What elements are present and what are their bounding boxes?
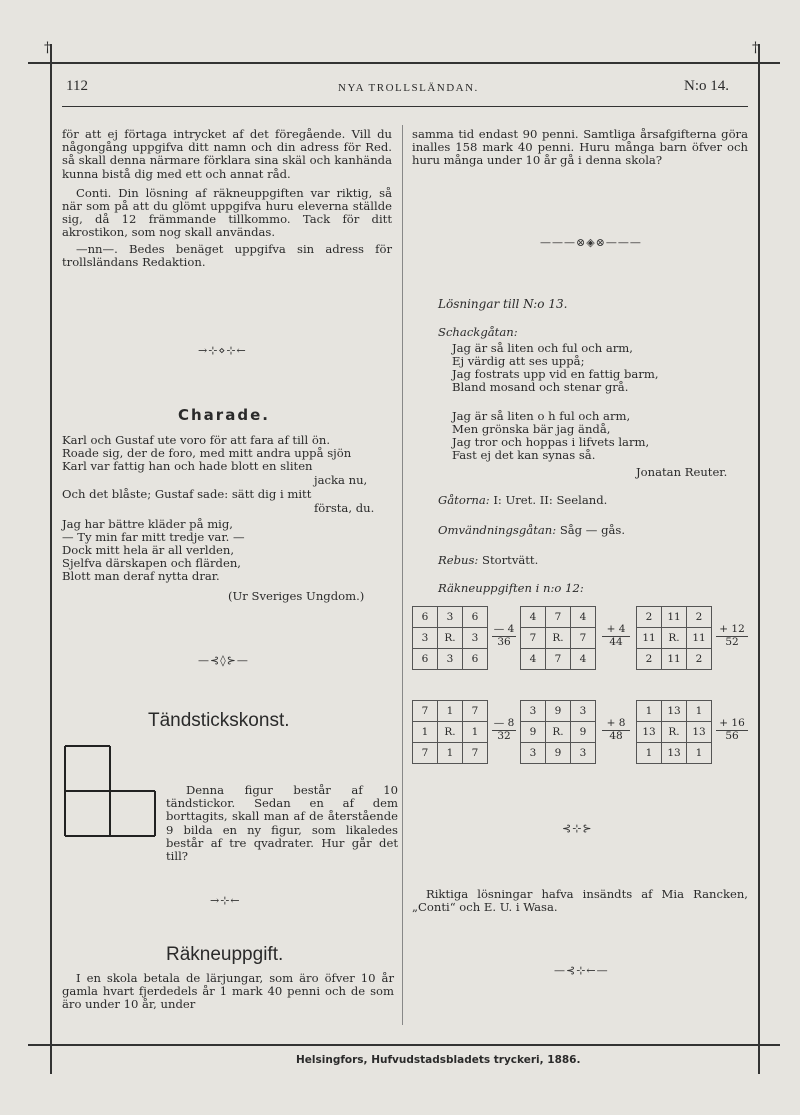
grid-cell: 13 bbox=[662, 701, 687, 722]
op-bottom: 56 bbox=[725, 730, 739, 742]
charade-line: Sjelfva därskapen och flärden, bbox=[62, 556, 241, 570]
journal-title: NYA TROLLSLÄNDAN. bbox=[338, 82, 479, 94]
charade-line: första, du. bbox=[314, 501, 375, 515]
notices-block bbox=[62, 128, 392, 269]
credit-paragraph: Riktiga lösningar hafva insändts af Mia Rancken, „Conti“ och E. U. i Wasa. bbox=[412, 887, 748, 915]
grid-cell: 7 bbox=[413, 701, 438, 722]
crop-mark-icon: † bbox=[752, 40, 759, 56]
grid-cell: 7 bbox=[546, 649, 571, 670]
ornament: →⊹⋄⊹← bbox=[198, 344, 247, 357]
charade-line: Karl var fattig han och hade blott en sliten bbox=[62, 459, 313, 473]
right-frame-rule bbox=[758, 44, 760, 1074]
grid-operation bbox=[602, 624, 630, 648]
magic-square bbox=[520, 606, 596, 670]
op-top: — 4 bbox=[493, 623, 515, 635]
magic-square bbox=[412, 606, 488, 670]
grid-cell: 1 bbox=[637, 743, 662, 764]
charade-title: Charade. bbox=[178, 406, 270, 424]
op-bottom: 36 bbox=[497, 636, 511, 648]
riddles-row bbox=[438, 494, 607, 507]
grid-cell: 1 bbox=[463, 722, 488, 743]
grid-cell: 13 bbox=[662, 743, 687, 764]
grid-cell: 3 bbox=[571, 701, 596, 722]
charade-line: Och det blåste; Gustaf sade: sätt dig i mitt bbox=[62, 487, 312, 501]
grid-cell: R. bbox=[662, 628, 687, 649]
rebus-answer: Stortvätt. bbox=[482, 553, 539, 567]
ornament: ———⊗◈⊗——— bbox=[540, 236, 642, 249]
ornament: ⊰⊹⊱ bbox=[562, 822, 593, 835]
grid-cell: 3 bbox=[438, 607, 463, 628]
op-top: — 8 bbox=[493, 717, 515, 729]
magic-square bbox=[636, 606, 712, 670]
grid-operation bbox=[602, 718, 630, 742]
grid-cell: 2 bbox=[637, 649, 662, 670]
grid-cell: 11 bbox=[662, 649, 687, 670]
notice-paragraph: Conti. Din lösning af räkneuppgiften var riktig, så när som på att du glömt uppgifva huru eleverna ställde sig, då 12 främmande tillkommo. Tack för ditt akrostikon, som nog skall användas. bbox=[62, 185, 392, 240]
grid-cell: 11 bbox=[662, 607, 687, 628]
grid-cell: 11 bbox=[637, 628, 662, 649]
grid-cell: 7 bbox=[463, 701, 488, 722]
grid-cell: 7 bbox=[521, 628, 546, 649]
solutions-title: Lösningar till N:o 13. bbox=[438, 297, 568, 311]
footer-rule bbox=[28, 1044, 780, 1046]
grid-cell: 9 bbox=[546, 701, 571, 722]
grid-cell: 1 bbox=[687, 701, 712, 722]
charade-line: — Ty min far mitt tredje var. — bbox=[62, 530, 245, 544]
op-top: + 16 bbox=[716, 718, 748, 731]
grid-cell: 9 bbox=[546, 743, 571, 764]
grid-cell: 7 bbox=[571, 628, 596, 649]
op-bottom: 48 bbox=[609, 730, 623, 742]
grid-cell: 6 bbox=[463, 607, 488, 628]
grid-operation bbox=[716, 718, 748, 742]
grid-operation bbox=[716, 624, 748, 648]
calc-text-block bbox=[62, 972, 394, 1012]
issue-number: N:o 14. bbox=[684, 78, 729, 94]
credit-block bbox=[412, 888, 748, 914]
grid-cell: 13 bbox=[687, 722, 712, 743]
grid-cell: 6 bbox=[413, 649, 438, 670]
op-bottom: 52 bbox=[725, 636, 739, 648]
poem-line: Bland mosand och stenar grå. bbox=[452, 380, 629, 394]
grid-cell: 1 bbox=[687, 743, 712, 764]
op-bottom: 44 bbox=[609, 636, 623, 648]
grid-cell: 3 bbox=[521, 743, 546, 764]
charade-line: Karl och Gustaf ute voro för att fara af till ön. bbox=[62, 433, 331, 447]
right-intro bbox=[412, 128, 748, 168]
grid-cell: 1 bbox=[413, 722, 438, 743]
calc-paragraph: I en skola betala de lärjungar, som äro öfver 10 år gamla hvart fjerdedels år 1 mark 40 penni och de som äro under 10 år, under bbox=[62, 971, 394, 1012]
poem-line: Ej värdig att ses uppå; bbox=[452, 354, 585, 368]
grid-cell: 4 bbox=[521, 607, 546, 628]
grid-cell: 3 bbox=[463, 628, 488, 649]
top-rule bbox=[28, 62, 780, 64]
op-top: + 12 bbox=[716, 624, 748, 637]
grid-cell: 4 bbox=[521, 649, 546, 670]
anagram-label: Omvändningsgåtan: bbox=[438, 523, 557, 537]
poem-line: Jag fostrats upp vid en fattig barm, bbox=[452, 367, 659, 381]
magic-square bbox=[412, 700, 488, 764]
grid-cell: 1 bbox=[438, 743, 463, 764]
left-frame-rule bbox=[50, 44, 52, 1074]
crop-mark-icon: † bbox=[44, 40, 51, 56]
charade-line: Dock mitt hela är all verlden, bbox=[62, 543, 235, 557]
column-divider bbox=[402, 125, 403, 1025]
right-intro-paragraph: samma tid endast 90 penni. Samtliga årsafgifterna göra inalles 158 mark 40 penni. Huru många barn öfver och huru många under 10 år gå i denna skola? bbox=[412, 127, 748, 168]
calc-title: Räkneuppgift. bbox=[166, 944, 284, 965]
grid-cell: 11 bbox=[687, 628, 712, 649]
ornament: —⊰⊹←— bbox=[554, 964, 609, 977]
anagram-row bbox=[438, 524, 625, 537]
matches-title: Tändstickskonst. bbox=[148, 710, 290, 731]
grid-cell: 3 bbox=[521, 701, 546, 722]
grid-cell: 2 bbox=[637, 607, 662, 628]
chess-label: Schackgåtan: bbox=[438, 325, 518, 339]
charade-line: Roade sig, der de foro, med mitt andra uppå sjön bbox=[62, 446, 352, 460]
header-rule bbox=[62, 106, 748, 107]
printer-line: Helsingfors, Hufvudstadsbladets tryckeri, 1886. bbox=[296, 1054, 581, 1066]
grid-cell: 4 bbox=[571, 649, 596, 670]
grid-cell: 6 bbox=[413, 607, 438, 628]
anagram-answer: Såg — gås. bbox=[559, 523, 626, 537]
riddles-label: Gåtorna: bbox=[438, 493, 490, 507]
calc-solution-label: Räkneuppgiften i n:o 12: bbox=[438, 581, 584, 595]
poem-line: Jag är så liten o h ful och arm, bbox=[452, 409, 631, 423]
grid-cell: 2 bbox=[687, 649, 712, 670]
grid-cell: 6 bbox=[463, 649, 488, 670]
ornament: →⊹← bbox=[210, 894, 241, 907]
matches-text bbox=[62, 784, 398, 863]
ornament: —⊰◊⊱— bbox=[198, 654, 249, 667]
grid-cell: 9 bbox=[521, 722, 546, 743]
grid-cell: R. bbox=[546, 628, 571, 649]
page-number: 112 bbox=[66, 78, 88, 94]
notice-paragraph: för att ej förtaga intrycket af det föregående. Vill du någongång uppgifva ditt namn och din adress för Red. så skall denna närmare förklara sina skäl och kanhända kunna bistå dig med ett och annat råd. bbox=[62, 127, 392, 181]
grid-cell: 9 bbox=[571, 722, 596, 743]
rebus-label: Rebus: bbox=[438, 553, 479, 567]
grid-cell: 3 bbox=[413, 628, 438, 649]
charade-line: Blott man deraf nytta drar. bbox=[62, 569, 220, 583]
op-top: + 4 bbox=[602, 624, 630, 637]
grid-cell: R. bbox=[662, 722, 687, 743]
poem-author: Jonatan Reuter. bbox=[636, 465, 728, 479]
charade-line: jacka nu, bbox=[314, 473, 368, 487]
grid-cell: 7 bbox=[413, 743, 438, 764]
grid-cell: R. bbox=[438, 722, 463, 743]
riddles-answer: I: Uret. II: Seeland. bbox=[493, 493, 608, 507]
matches-paragraph: Denna figur består af 10 tändstickor. Sedan en af dem borttagits, skall man af de återstående 9 bilda en ny figur, som likaledes består af tre qvadrater. Hur går det till? bbox=[166, 783, 398, 864]
op-bottom: 32 bbox=[497, 730, 511, 742]
magic-square bbox=[636, 700, 712, 764]
op-top: + 8 bbox=[602, 718, 630, 731]
poem-line: Jag är så liten och ful och arm, bbox=[452, 341, 633, 355]
grid-cell: 1 bbox=[438, 701, 463, 722]
charade-source: (Ur Sveriges Ungdom.) bbox=[228, 589, 365, 603]
grid-operation bbox=[492, 718, 516, 742]
poem-line: Fast ej det kan synas så. bbox=[452, 448, 596, 462]
grid-cell: 1 bbox=[637, 701, 662, 722]
grid-cell: 4 bbox=[571, 607, 596, 628]
poem-line: Jag tror och hoppas i lifvets larm, bbox=[452, 435, 650, 449]
magic-square bbox=[520, 700, 596, 764]
rebus-row bbox=[438, 554, 538, 567]
notice-paragraph: —nn—. Bedes benäget uppgifva sin adress för trollsländans Redaktion. bbox=[62, 241, 392, 269]
grid-cell: 7 bbox=[546, 607, 571, 628]
grid-cell: R. bbox=[546, 722, 571, 743]
grid-cell: 13 bbox=[637, 722, 662, 743]
poem-line: Men grönska bär jag ändå, bbox=[452, 422, 611, 436]
grid-cell: 3 bbox=[438, 649, 463, 670]
grid-operation bbox=[492, 624, 516, 648]
grid-cell: 3 bbox=[571, 743, 596, 764]
grid-cell: 7 bbox=[463, 743, 488, 764]
charade-line: Jag har bättre kläder på mig, bbox=[62, 517, 233, 531]
grid-cell: R. bbox=[438, 628, 463, 649]
grid-cell: 2 bbox=[687, 607, 712, 628]
